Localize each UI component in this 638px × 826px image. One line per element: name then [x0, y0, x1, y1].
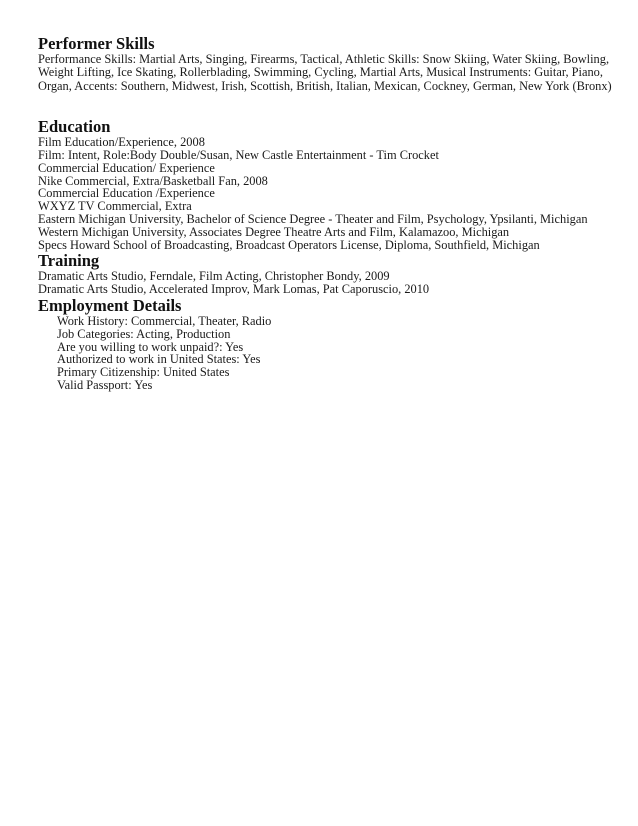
education-line: Western Michigan University, Associates Degree Theatre Arts and Film, Kalamazoo, Michigan — [38, 224, 510, 239]
employment-line: Work History: Commercial, Theater, Radio — [57, 313, 272, 328]
training-section — [38, 251, 618, 296]
performer-skills-section — [38, 34, 618, 93]
employment-heading: Employment Details — [38, 295, 182, 315]
education-line: Specs Howard School of Broadcasting, Broadcast Operators License, Diploma, Southfield, Michigan — [38, 237, 540, 252]
section-spacer — [38, 93, 618, 117]
performer-skills-text: Performance Skills: Martial Arts, Singing, Firearms, Tactical, Athletic Skills: Snow Skiing, Water Skiing, Bowling, Weight Lifting, Ice Skating, Rollerblading, Swimming, Cycling, Martial Arts, Musical Instruments: Guitar, Piano, Organ, Accents: Southern, Midwest, Irish, Scottish, British, Italian, Mexican, Cockney, German, New York (Bronx) — [38, 52, 612, 93]
employment-section — [38, 296, 618, 392]
education-line: Commercial Education/ Experience — [38, 160, 215, 175]
education-line: Nike Commercial, Extra/Basketball Fan, 2008 — [38, 173, 268, 188]
training-line: Dramatic Arts Studio, Accelerated Improv, Mark Lomas, Pat Caporuscio, 2010 — [38, 282, 430, 297]
education-line: Film Education/Experience, 2008 — [38, 135, 205, 150]
education-line: WXYZ TV Commercial, Extra — [38, 199, 192, 214]
employment-line: Valid Passport: Yes — [57, 377, 153, 392]
education-section — [38, 117, 618, 251]
employment-line: Are you willing to work unpaid?: Yes — [57, 339, 244, 354]
education-line: Eastern Michigan University, Bachelor of Science Degree - Theater and Film, Psychology, Ypsilanti, Michigan — [38, 212, 588, 226]
training-heading: Training — [38, 251, 100, 271]
education-line: Commercial Education /Experience — [38, 186, 215, 201]
education-heading: Education — [38, 117, 111, 137]
employment-line: Primary Citizenship: United States — [57, 365, 230, 380]
employment-line: Authorized to work in United States: Yes — [57, 352, 261, 367]
training-line: Dramatic Arts Studio, Ferndale, Film Acting, Christopher Bondy, 2009 — [38, 269, 390, 284]
employment-line: Job Categories: Acting, Production — [57, 326, 231, 341]
education-line: Film: Intent, Role:Body Double/Susan, New Castle Entertainment - Tim Crocket — [38, 148, 439, 163]
resume-page — [38, 34, 618, 392]
performer-skills-heading: Performer Skills — [38, 34, 155, 53]
